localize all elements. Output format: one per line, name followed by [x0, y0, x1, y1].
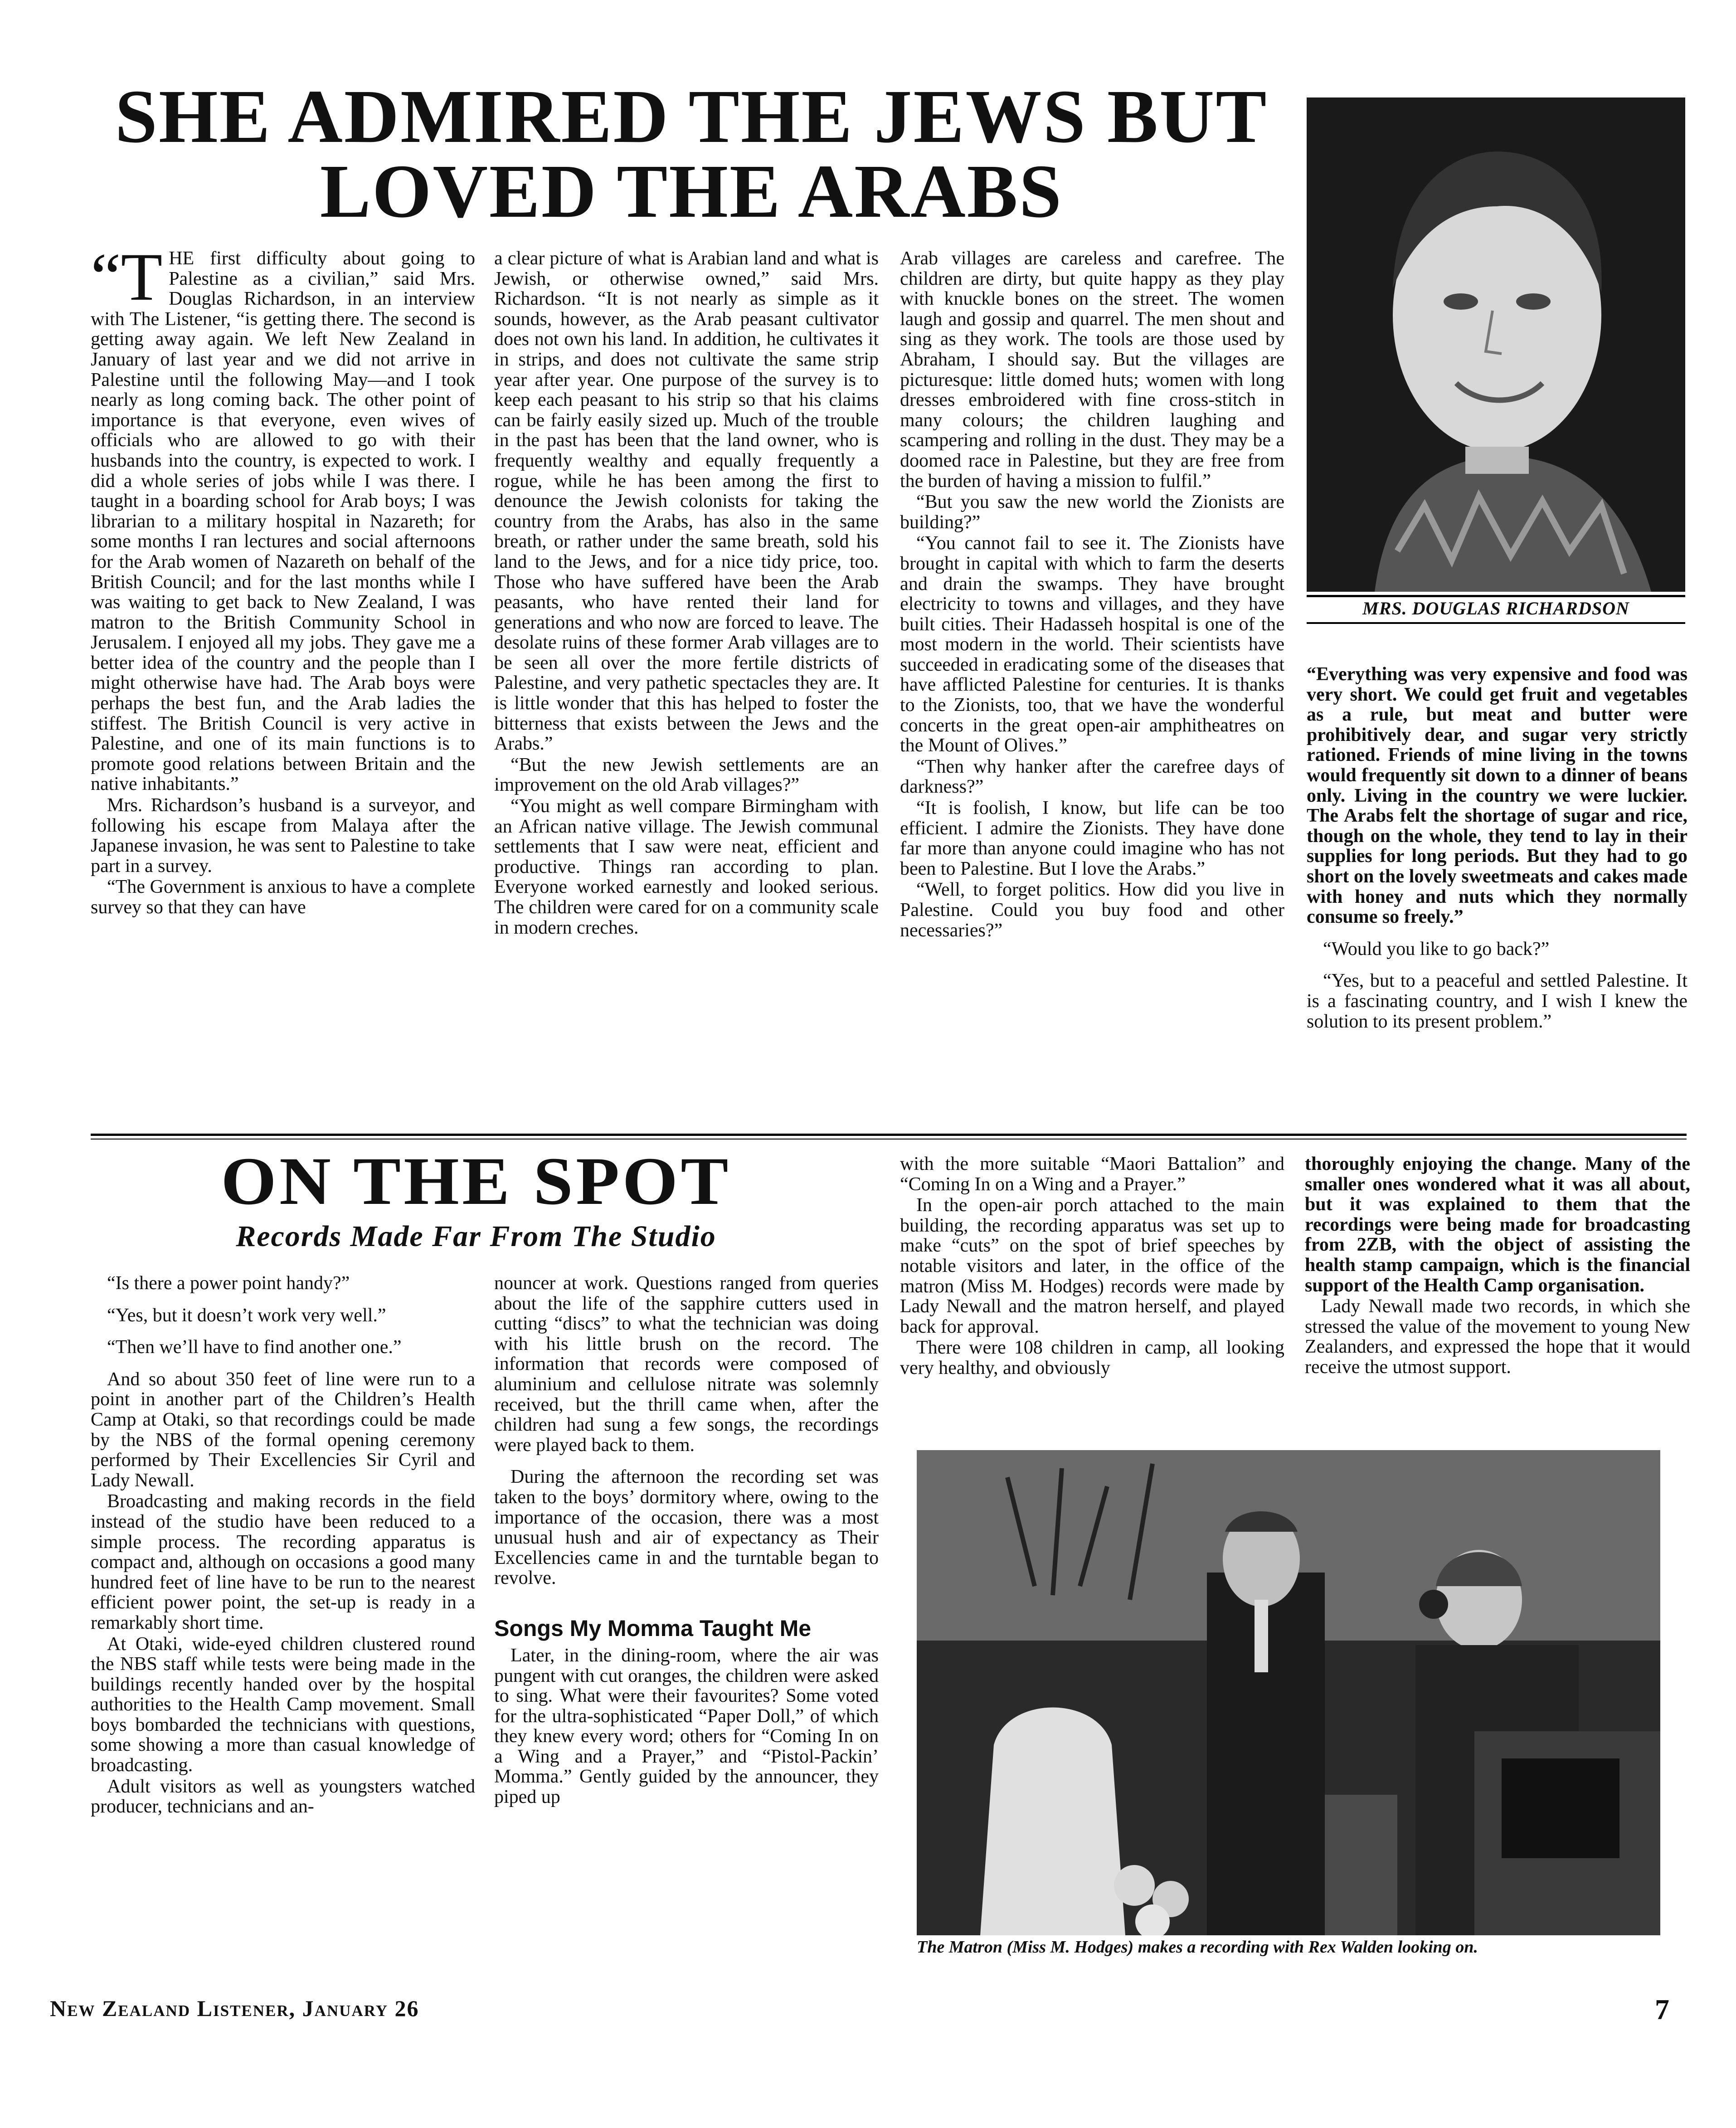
paragraph: “Then we’ll have to find another one.” [107, 1337, 402, 1358]
article2-column-4 [1305, 1154, 1690, 1440]
paragraph: Adult visitors as well as youngsters watched producer, technicians and an- [91, 1776, 475, 1817]
article2-column-1 [91, 1273, 475, 1972]
publication-footer: New Zealand Listener, January 26 [50, 1996, 419, 2021]
caption-rule [1307, 595, 1685, 597]
article2-column-3 [900, 1154, 1284, 1440]
article1-column-2 [494, 248, 879, 1121]
paragraph: And so about 350 feet of line were run to a point in another part of the Children’s Health Camp at Otaki, so that recordings could be made by the NBS of the formal opening ceremony performed by Their Excellencies Sir Cyril and Lady Newall. [91, 1368, 475, 1491]
article-subheadline: Records Made Far From The Studio [236, 1220, 716, 1253]
paragraph: “You might as well compare Birmingham with an African native village. The Jewish communal settlements that I saw were neat, efficient and productive. Things ran according to plan. Everyone worked earnestly and looked serious. The children were cared for on a community scale in modern creches. [494, 796, 879, 938]
article2-column-2 [494, 1273, 879, 1972]
recording-photo [917, 1450, 1660, 1935]
paragraph: “Then why hanker after the carefree days of darkness?” [900, 756, 1284, 798]
paragraph: “Is there a power point handy?” [107, 1273, 350, 1294]
paragraph: Broadcasting and making records in the field instead of the studio have been reduced to a simple process. The recording apparatus is compact and, although on occasions a good many hundred feet of line have to be run to the nearest efficient power point, the set-up is ready in a remarkably short time. [91, 1491, 475, 1633]
paragraph: HE first difficulty about going to Palestine as a civilian,” said Mrs. Douglas Richardson, in an interview with The Listener, “is getting there. The second is getting away again. We left New Zealand in January of last year and we did not arrive in Palestine until the following May—and I took nearly as long coming back. The other point of importance is that everyone, even wives of officials who are allowed to go with their husbands into the country, is expected to work. I did a whole series of jobs while I was there. I taught in a boarding school for Arab boys; I was librarian to a military hospital in Nazareth; for some months I ran lectures and social afternoons for the Arab women of Nazareth on behalf of the British Council; and for the last months while I was waiting to get back to New Zealand, I was matron to the British Community School in Jerusalem. I enjoyed all my jobs. They gave me a better idea of the country and the people than I might otherwise have had. The Arab boys were perhaps the best fun, and the Arab ladies the stiffest. The British Council is very active in Palestine, and one of its main functions is to promote good relations between Britain and the native inhabitants.” [91, 248, 475, 795]
paragraph: “But you saw the new world the Zionists are building?” [900, 492, 1284, 533]
paragraph: There were 108 children in camp, all looking very healthy, and obviously [900, 1337, 1284, 1378]
recording-caption: The Matron (Miss M. Hodges) makes a recording with Rex Walden looking on. [917, 1938, 1478, 1957]
portrait-image [1307, 97, 1685, 592]
paragraph: Later, in the dining-room, where the air was pungent with cut oranges, the children were asked to sing. What were their favourites? Some voted for the ultra-sophisticated “Paper Doll,” of which they knew every word; others for “Coming In on a Wing and a Prayer,” and “Pistol-Packin’ Momma.” Gently guided by the announcer, they piped up [494, 1645, 879, 1808]
paragraph: Mrs. Richardson’s husband is a surveyor, and following his escape from Malaya after the Japanese invasion, he was sent to Palestine to take part in a survey. [91, 795, 475, 877]
paragraph: Lady Newall made two records, in which she stressed the value of the movement to young New Zealanders, and expressed the hope that it would receive the utmost support. [1305, 1296, 1690, 1378]
paragraph: “Yes, but it doesn’t work very well.” [107, 1305, 386, 1326]
paragraph: “The Government is anxious to have a complete survey so that they can have [91, 877, 475, 918]
paragraph: thoroughly enjoying the change. Many of the smaller ones wondered what it was all about, but it was explained to them that the recordings were being made for broadcasting from 2ZB, with the object of assisting the health stamp campaign, which is the financial support of the Health Camp organisation. [1305, 1154, 1690, 1296]
article1-column-4 [1307, 664, 1687, 1122]
section-subhead: Songs My Momma Taught Me [494, 1615, 812, 1641]
paragraph: with the more suitable “Maori Battalion” and “Coming In on a Wing and a Prayer.” [900, 1154, 1284, 1195]
paragraph: In the open-air porch attached to the main building, the recording apparatus was set up to make “cuts” on the spot of brief speeches by notable visitors and later, in the office of the matron (Miss M. Hodges) records were made by Lady Newall and the matron herself, and played back for approval. [900, 1195, 1284, 1337]
portrait-photo [1307, 97, 1685, 592]
portrait-caption: MRS. DOUGLAS RICHARDSON [1362, 598, 1629, 618]
paragraph: At Otaki, wide-eyed children clustered round the NBS staff while tests were being made in the buildings recently handed over by the hospital authorities to the Health Camp movement. Small boys bombarded the technicians with questions, some showing a more than casual knowledge of broadcasting. [91, 1633, 475, 1776]
caption-rule [1307, 622, 1685, 624]
article-headline: SHE ADMIRED THE JEWS BUT LOVED THE ARABS [115, 74, 1268, 234]
paragraph: “Everything was very expensive and food was very short. We could get fruit and vegetables as a rule, but meat and butter were prohibitively dear, and sugar very strictly rationed. Friends of mine living in the towns would frequently sit down to a dinner of beans only. Living in the country we were luckier. The Arabs felt the shortage of sugar and rice, though on the whole, they tend to lay in their supplies for long periods. But they had to go short on the lovely sweetmeats and cakes made with honey and nuts which they normally consume so freely.” [1307, 664, 1687, 928]
paragraph: “Well, to forget politics. How did you live in Palestine. Could you buy food and other necessaries?” [900, 879, 1284, 941]
page-number: 7 [1655, 1993, 1669, 2026]
paragraph: nouncer at work. Questions ranged from queries about the life of the sapphire cutters used in cutting “discs” to what the technician was doing with his little brush on the record. The information that records were composed of aluminium and cellulose nitrate was solemnly received, but the thrill came when, after the children had sung a few songs, the recordings were played back to them. [494, 1273, 879, 1456]
article-headline: ON THE SPOT [221, 1144, 731, 1219]
drop-cap: “T [91, 248, 163, 315]
article1-column-3 [900, 248, 1284, 1121]
paragraph: “You cannot fail to see it. The Zionists have brought in capital with which to farm the deserts and drain the swamps. They have brought electricity to towns and villages, and they have built cities. Their Hadasseh hospital is one of the most modern in the world. Their scientists have succeeded in eradicating some of the diseases that have afflicted Palestine for centuries. It is thanks to the Zionists, too, that we have the wonderful concerts in the great open-air amphitheatres on the Mount of Olives.” [900, 533, 1284, 756]
paragraph: “But the new Jewish settlements are an improvement on the old Arab villages?” [494, 754, 879, 796]
paragraph: Arab villages are careless and carefree. The children are dirty, but quite happy as they play with knuckle bones on the street. The women laugh and gossip and quarrel. The men shout and sing as they work. The tools are those used by Abraham, I should say. But the villages are picturesque: little domed huts; women with long dresses embroidered with fine cross-stitch in many colours; the children laughing and scampering and rolling in the dust. They may be a doomed race in Palestine, but they are free from the burden of having a mission to fulfil.” [900, 248, 1284, 492]
section-divider [91, 1134, 1687, 1136]
paragraph: “Yes, but to a peaceful and settled Palestine. It is a fascinating country, and I wish I knew the solution to its present problem.” [1307, 970, 1687, 1032]
paragraph: a clear picture of what is Arabian land and what is Jewish, or otherwise owned,” said Mrs. Richardson. “It is not nearly as simple as it sounds, however, as the Arab peasant cultivator does not own his land. In addition, he cultivates it in strips, and does not cultivate the same strip year after year. One purpose of the survey is to keep each peasant to his strip so that his claims can be fairly easily sized up. Much of the trouble in the past has been that the land owner, who is frequently wealthy and equally frequently a rogue, while he has been among the first to denounce the Jewish colonists for taking the country from the Arabs, has also in the same breath, or rather under the same breath, sold his land to the Jews, and for a nice tidy price, too. Those who have suffered have been the Arab peasants, who have rented their land for generations and who now are forced to leave. The desolate ruins of these former Arab villages are to be seen all over the more fertile districts of Palestine, and very pathetic spectacles they are. It is little wonder that this has helped to foster the bitterness that exists between the Jews and the Arabs.” [494, 248, 879, 755]
paragraph: “It is foolish, I know, but life can be too efficient. I admire the Zionists. They have done far more than anyone could imagine who has not been to Palestine. But I love the Arabs.” [900, 798, 1284, 879]
recording-image [917, 1450, 1660, 1935]
paragraph: “Would you like to go back?” [1323, 938, 1550, 959]
article1-column-1 [91, 248, 475, 1121]
paragraph: During the afternoon the recording set was taken to the boys’ dormitory where, owing to the importance of the occasion, there was a most unusual hush and air of expectancy as Their Excellencies came in and the turntable began to revolve. [494, 1466, 879, 1589]
